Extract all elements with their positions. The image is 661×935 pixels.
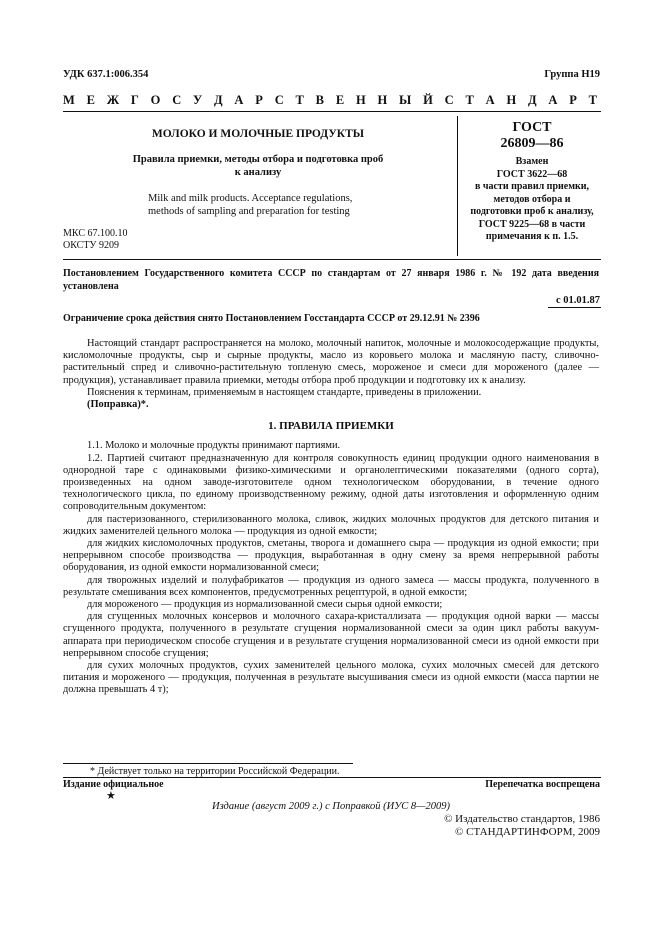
replaces-line: в части правил приемки, [474, 181, 590, 192]
list-item: для сгущенных молочных консервов и молочного сахара-кристаллизата — продукция одной варки — массы сгущенного продукта, полученного в результате сгущения нормализованной смеси за один цикл работы вакуум-аппарата при периодическом способе сгущения и в результате сгущения нормализованной смеси из одной емкости при непрерывном способе сгущения; [63, 611, 599, 659]
replaces-line: ГОСТ 3622—68 [496, 168, 568, 180]
interstate-standard-heading: М Е Ж Г О С У Д А Р С Т В Е Н Н Ы Й С Т А Н Д А Р Т [63, 93, 599, 107]
replaces-line: методов отбора и [493, 193, 571, 205]
copyright-line: © Издательство стандартов, 1986 [444, 813, 600, 825]
english-title-line-2: methods of sampling and preparation for testing [148, 206, 350, 217]
replaces-line: Взамен [515, 156, 549, 167]
document-body [63, 338, 599, 697]
section-heading: 1. ПРАВИЛА ПРИЕМКИ [268, 420, 394, 433]
replaces-line: примечания к п. 1.5. [485, 231, 579, 242]
replaces-line: подготовки проб к анализу, [470, 206, 594, 217]
star-icon: ★ [106, 790, 116, 802]
replaces-block [452, 156, 612, 244]
clause-1-2: 1.2. Партией считают предназначенную для контроля совокупность единиц продукции одного наименования в однородной таре с одинаковыми физико-химическими и органолептическими показателями (одного сорта), произведенных на одном заводе-изготовителе одном технологическом оборудовании, в течение одного технологического цикла, по единому производственному режиму, одной даты изготовления и оформленную одним сопроводительным документом: [63, 452, 599, 513]
limitation-text: Ограничение срока действия снято Постановлением Госстандарта СССР от 29.12.91 № 2396 [63, 313, 480, 324]
top-rule [63, 111, 601, 112]
copyright-line: © СТАНДАРТИНФОРМ, 2009 [455, 826, 600, 838]
terms-note: Пояснения к терминам, применяемым в настоящем стандарте, приведены в приложении. [87, 386, 482, 398]
classification-codes [63, 228, 127, 252]
list-item: для пастеризованного, стерилизованного молока, сливок, жидких молочных продуктов для детского питания и жидких заменителей цельного молока — продукция из одной емкости; [63, 513, 599, 537]
date-underline [548, 307, 601, 308]
subtitle-line-1: Правила приемки, методы отбора и подготовка проб [132, 154, 384, 165]
reprint-prohibited: Перепечатка воспрещена [485, 779, 600, 790]
list-item: для творожных изделий и полуфабрикатов — продукция из одного замеса — массы продукта, полученного в результате смешивания всех компонентов, предусмотренных рецептурой, в одной емкости; [63, 574, 599, 598]
document-title: МОЛОКО И МОЛОЧНЫЕ ПРОДУКТЫ [151, 128, 365, 140]
gost-number: 26809—86 [500, 136, 564, 151]
amendment-mark: (Поправка)*. [87, 399, 149, 411]
footnote-text: * Действует только на территории Российской Федерации. [90, 766, 340, 777]
header-bottom-rule [63, 259, 601, 260]
resolution-text: Постановлением Государственного комитета СССР по стандартам от 27 января 1986 г. № 192 дата введения установлена [63, 268, 599, 292]
intro-paragraph: Настоящий стандарт распространяется на молоко, молочный напиток, молочные и молокосодержащие продукты, кисломолочные продукты, сыр и сырные продукты, масло из коровьего молока и масляную пасту, сливочно-растительный спред и сливочно-растительную топленую смесь, мороженое и смеси для мороженого (далее — продукция), устанавливает правила приемки, методы отбора проб продукции и подготовку их к анализу. [63, 338, 599, 386]
document-subtitle [63, 153, 453, 179]
clause-1-1: 1.1. Молоко и молочные продукты принимают партиями. [87, 440, 341, 452]
replaces-line: ГОСТ 9225—68 в части [478, 218, 586, 230]
official-edition: Издание официальное [63, 779, 164, 790]
mks-code: МКС 67.100.10 [63, 228, 128, 239]
edition-info: Издание (август 2009 г.) с Поправкой (ИУС 8—2009) [211, 801, 451, 812]
group-code: Группа Н19 [544, 69, 600, 80]
list-item: для жидких кисломолочных продуктов, сметаны, творога и домашнего сыра — продукция из одной емкости; при непрерывном способе производства — продукция, выработанная в одну смену за время непрерывной работы оборудования, из одной емкости нормализованной смеси; [63, 538, 599, 574]
copyright-block [444, 813, 600, 839]
gost-label: ГОСТ [512, 120, 552, 135]
english-title [148, 192, 448, 218]
subtitle-line-2: к анализу [234, 167, 282, 178]
effective-date: с 01.01.87 [555, 295, 600, 306]
gost-designation [462, 120, 602, 152]
footer-rule [63, 777, 601, 778]
okstu-code: ОКСТУ 9209 [63, 240, 120, 251]
udk-code: УДК 637.1:006.354 [63, 69, 149, 80]
list-item: для сухих молочных продуктов, сухих заменителей цельного молока, сухих молочных смесей для детского питания и мороженого — продукция, полученная в результате высушивания смеси из одной емкости (масса партии не должна превышать 4 т); [63, 660, 599, 696]
english-title-line-1: Milk and milk products. Acceptance regulations, [148, 193, 353, 204]
list-item: для мороженого — продукция из нормализованной смеси сырья одной емкости; [87, 599, 443, 611]
